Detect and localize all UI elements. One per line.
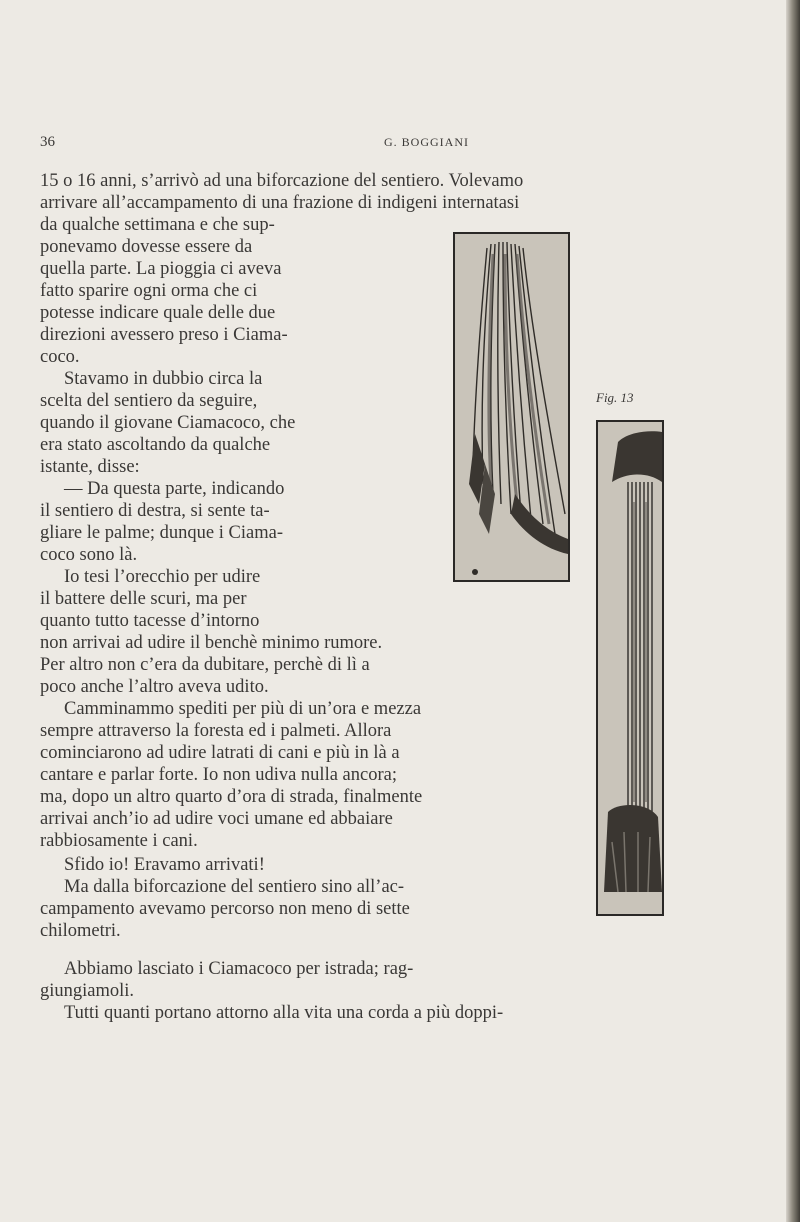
text-line: Abbiamo lasciato i Ciamacoco per istrada; rag- bbox=[64, 959, 414, 979]
text-line: ma, dopo un altro quarto d’ora di strada, finalmente bbox=[40, 787, 423, 807]
text-line: era stato ascoltando da qualche bbox=[40, 435, 271, 455]
text-line: poco anche l’altro aveva udito. bbox=[40, 677, 269, 697]
text-line: Stavamo in dubbio circa la bbox=[64, 369, 263, 389]
text-line: gliare le palme; dunque i Ciama- bbox=[40, 523, 283, 543]
text-line: quanto tutto tacesse d’intorno bbox=[40, 611, 260, 631]
text-line: scelta del sentiero da seguire, bbox=[40, 391, 258, 411]
page-header bbox=[40, 134, 680, 156]
text-line: campamento avevamo percorso non meno di sette bbox=[40, 899, 410, 919]
text-line: 15 o 16 anni, s’arrivò ad una biforcazione del sentiero. Volevamo bbox=[40, 171, 524, 191]
text-line: coco. bbox=[40, 347, 80, 367]
text-line: rabbiosamente i cani. bbox=[40, 831, 198, 851]
text-line: direzioni avessero preso i Ciama- bbox=[40, 325, 288, 345]
text-line: il sentiero di destra, si sente ta- bbox=[40, 501, 270, 521]
figure-cord-lower bbox=[596, 420, 664, 916]
figure-label: Fig. 13 bbox=[596, 390, 634, 405]
text-line: arrivare all’accampamento di una frazione di indigeni internatasi bbox=[40, 193, 520, 213]
text-line: — Da questa parte, indicando bbox=[64, 479, 285, 499]
text-line: quella parte. La pioggia ci aveva bbox=[40, 259, 282, 279]
page-number: 36 bbox=[40, 134, 55, 150]
text-line: il battere delle scuri, ma per bbox=[40, 589, 247, 609]
text-line: ponevamo dovesse essere da bbox=[40, 237, 253, 257]
text-line: Sfido io! Eravamo arrivati! bbox=[64, 855, 265, 875]
text-line: Ma dalla biforcazione del sentiero sino all’ac- bbox=[64, 877, 405, 897]
text-line: Tutti quanti portano attorno alla vita una corda a più doppi- bbox=[64, 1003, 504, 1023]
text-line: coco sono là. bbox=[40, 545, 138, 565]
text-line: fatto sparire ogni orma che ci bbox=[40, 281, 258, 301]
page-edge bbox=[786, 0, 800, 1222]
text-line: chilometri. bbox=[40, 921, 121, 941]
text-line: giungiamoli. bbox=[40, 981, 135, 1001]
text-line: sempre attraverso la foresta ed i palmeti. Allora bbox=[40, 721, 392, 741]
text-line: quando il giovane Ciamacoco, che bbox=[40, 413, 296, 433]
text-line: cominciarono ad udire latrati di cani e più in là a bbox=[40, 743, 400, 763]
text-line: Io tesi l’orecchio per udire bbox=[64, 567, 261, 587]
text-line: Per altro non c’era da dubitare, perchè di lì a bbox=[40, 655, 370, 675]
text-line: cantare e parlar forte. Io non udiva nulla ancora; bbox=[40, 765, 397, 785]
text-line: da qualche settimana e che sup- bbox=[40, 215, 275, 235]
text-line: potesse indicare quale delle due bbox=[40, 303, 276, 323]
text-line: arrivai anch’io ad udire voci umane ed abbaiare bbox=[40, 809, 393, 829]
running-head: G. BOGGIANI bbox=[384, 135, 469, 149]
figure-cord-upper bbox=[453, 232, 570, 582]
text-line: Camminammo spediti per più di un’ora e mezza bbox=[64, 699, 422, 719]
text-line: non arrivai ad udire il benchè minimo rumore. bbox=[40, 633, 383, 653]
text-line: istante, disse: bbox=[40, 457, 140, 477]
